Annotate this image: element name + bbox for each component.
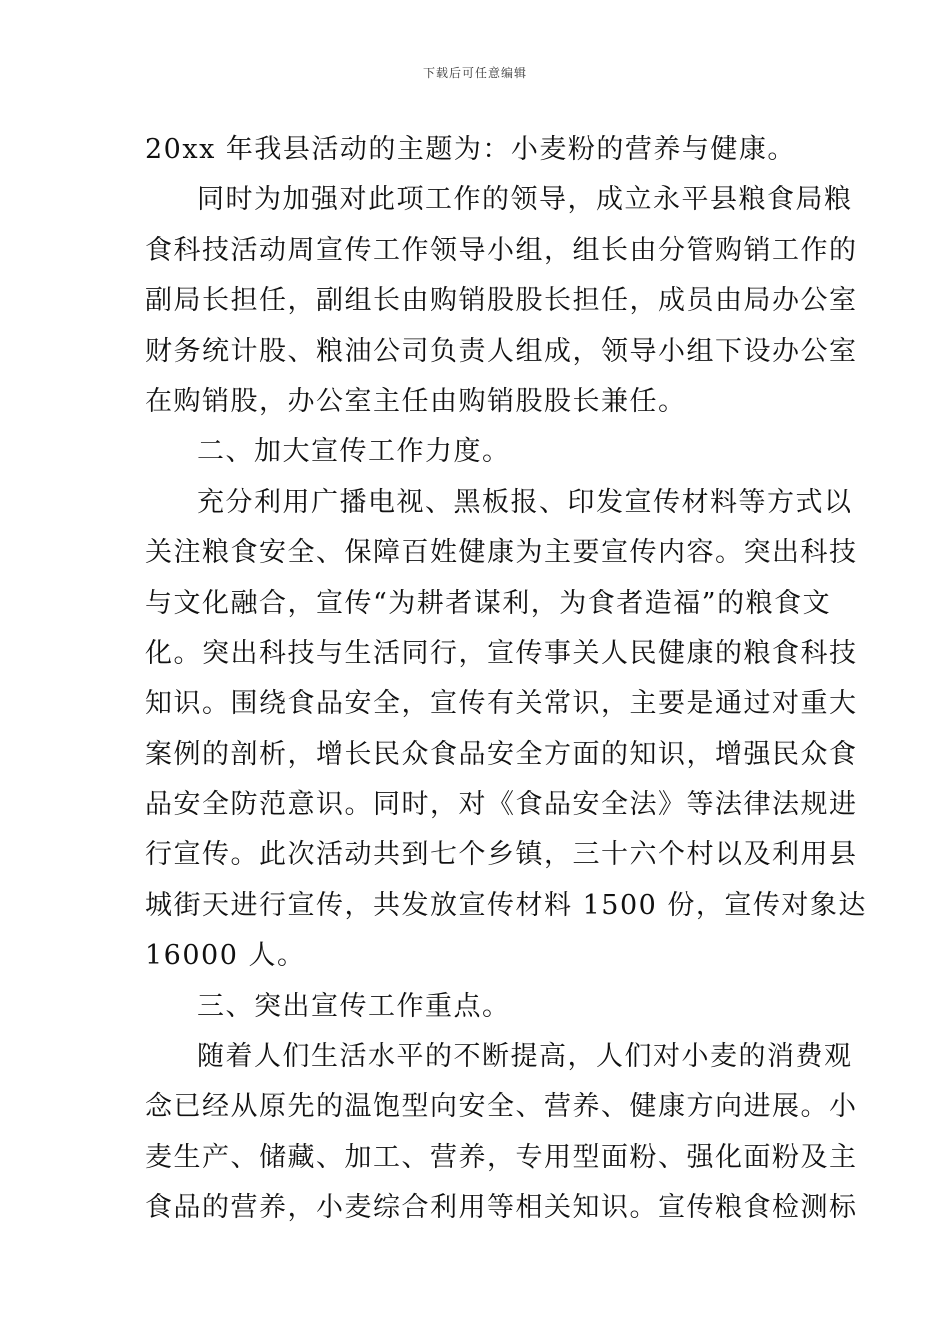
text-line: 知识。围绕食品安全，宣传有关常识，主要是通过对重大 [145, 688, 858, 720]
text-line: 品安全防范意识。同时，对《食品安全法》等法律法规进 [145, 789, 858, 821]
text-line: 麦生产、储藏、加工、营养，专用型面粉、强化面粉及主 [145, 1141, 858, 1173]
text-line: 在购销股，办公室主任由购销股股长兼任。 [145, 385, 687, 417]
text-line: 20xx 年我县活动的主题为：小麦粉的营养与健康。 [145, 134, 796, 165]
text-line: 关注粮食安全、保障百姓健康为主要宣传内容。突出科技 [145, 537, 858, 569]
text-line: 食品的营养，小麦综合利用等相关知识。宣传粮食检测标 [145, 1192, 858, 1224]
text-line: 念已经从原先的温饱型向安全、营养、健康方向进展。小 [145, 1091, 858, 1123]
text-line: 案例的剖析，增长民众食品安全方面的知识，增强民众食 [145, 738, 858, 770]
header-note: 下载后可任意编辑 [422, 66, 527, 80]
text-line: 16000 人。 [145, 940, 306, 972]
text-line: 城街天进行宣传，共发放宣传材料 1500 份，宣传对象达 [145, 889, 867, 921]
text-line: 与文化融合，宣传“为耕者谋利，为食者造福”的粮食文 [145, 587, 832, 619]
paragraph-first-line: 充分利用广播电视、黑板报、印发宣传材料等方式以 [197, 486, 853, 518]
document-body [145, 125, 867, 1234]
section-heading: 三、突出宣传工作重点。 [197, 990, 511, 1022]
text-line: 副局长担任，副组长由购销股股长担任，成员由局办公室 [145, 285, 858, 317]
text-line: 化。突出科技与生活同行，宣传事关人民健康的粮食科技 [145, 637, 858, 669]
text-line: 行宣传。此次活动共到七个乡镇，三十六个村以及利用县 [145, 839, 858, 871]
text-line: 食科技活动周宣传工作领导小组，组长由分管购销工作的 [145, 234, 858, 266]
paragraph-first-line: 随着人们生活水平的不断提高，人们对小麦的消费观 [197, 1041, 853, 1073]
section-heading: 二、加大宣传工作力度。 [197, 436, 511, 468]
text-line: 财务统计股、粮油公司负责人组成，领导小组下设办公室 [145, 335, 858, 367]
paragraph-first-line: 同时为加强对此项工作的领导，成立永平县粮食局粮 [197, 184, 853, 216]
